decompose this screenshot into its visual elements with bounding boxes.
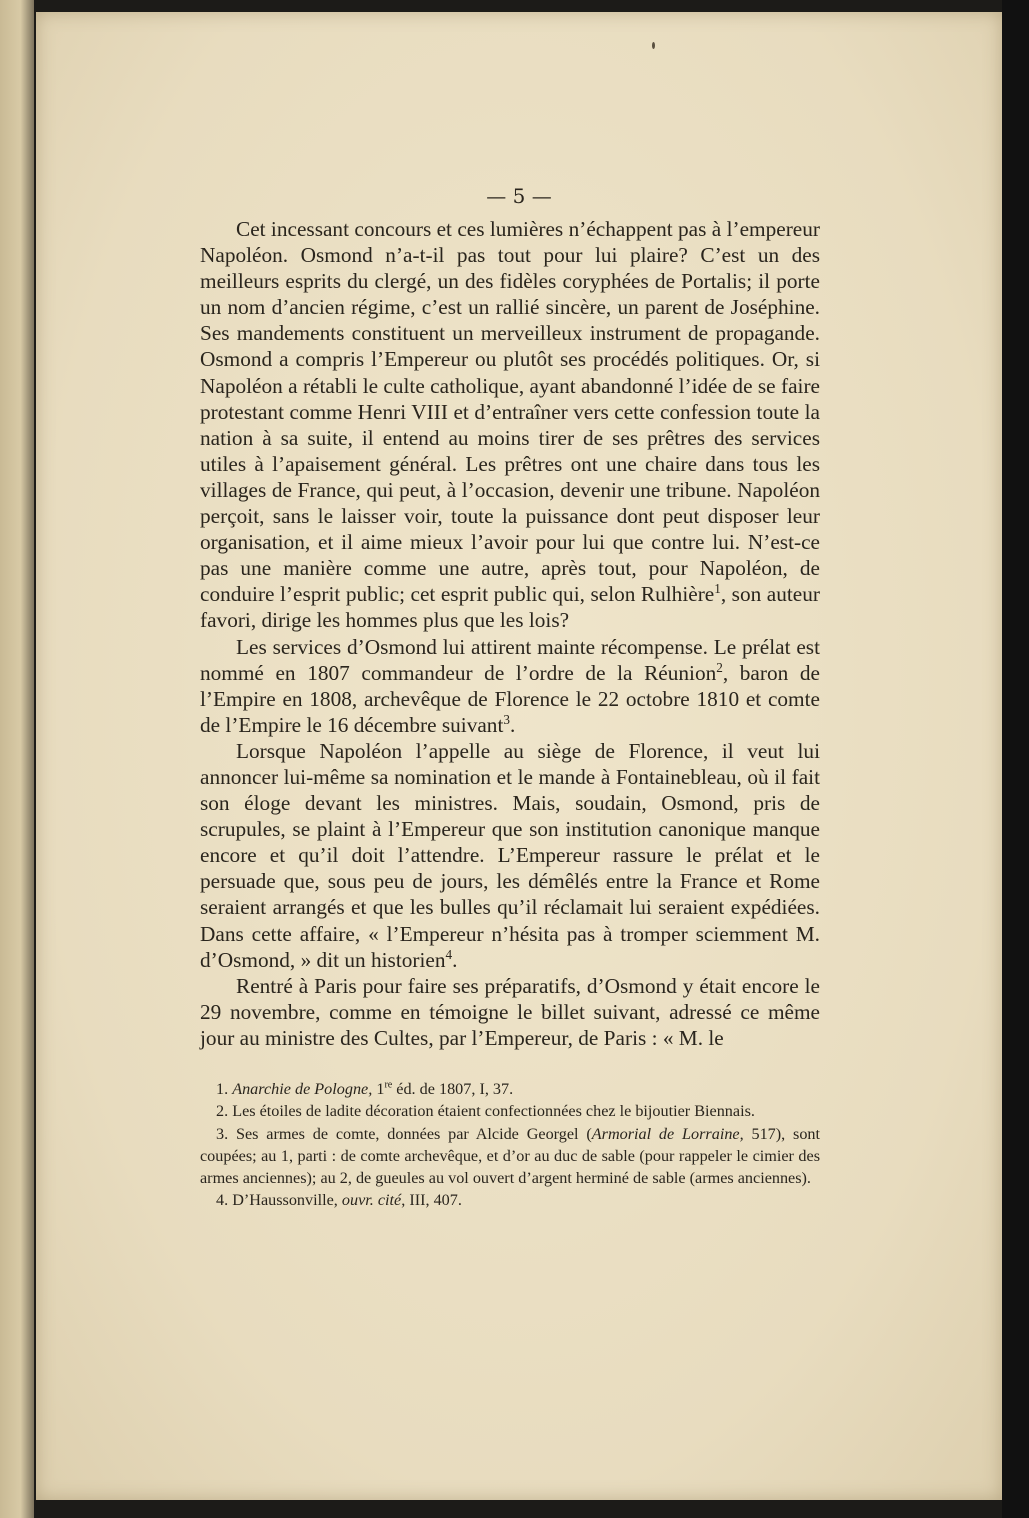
footnote-4: 4. D’Haussonville, ouvr. cité, III, 407. bbox=[216, 1191, 462, 1210]
footnotes bbox=[200, 1078, 820, 1212]
footnote-ref-2: 2 bbox=[716, 659, 723, 675]
paragraph-3: Lorsque Napoléon l’appelle au siège de Florence, il veut lui annoncer lui-même sa nomination et le mande à Fontainebleau, où il fait son éloge devant les ministres. Mais, soudain, Osmond, pris de scrupules, se plaint à l’Empereur que son institution canonique manque encore et qu’il doit l’attendre. L’Empereur rassure le prélat et le persuade que, sous peu de jours, les démêlés entre la France et Rome seraient arrangés et que les bulles qu’il réclamait lui seraient expédiées. Dans cette affaire, « l’Empereur n’hésita pas à tromper sciemment M. d’Osmond, » dit un historien$^4$. bbox=[200, 738, 820, 972]
paper-speck bbox=[652, 42, 655, 49]
footnote-ref-3: 3 bbox=[503, 711, 510, 727]
scan-right-edge bbox=[1002, 0, 1029, 1518]
footnote-2: 2. Les étoiles de ladite décoration étaient confectionnées chez le bijoutier Biennais. bbox=[216, 1102, 755, 1121]
footnote-3: 3. Ses armes de comte, données par Alcide Georgel (Armorial de Lorraine, 517), sont coupées; au 1, parti : de comte archevêque, et d’or au duc de sable (pour rappeler le cimier des armes anciennes); au 2, de gueules au vol ouvert d’argent herminé de sable (armes anciennes). bbox=[200, 1124, 821, 1188]
facing-page-edge bbox=[0, 0, 34, 1518]
footnote-1: 1. Anarchie de Pologne, 1re éd. de 1807, I, 37. bbox=[216, 1079, 514, 1098]
body-text bbox=[200, 216, 820, 1051]
book-page bbox=[36, 12, 1002, 1500]
paragraph-1: Cet incessant concours et ces lumières n’échappent pas à l’empereur Napoléon. Osmond n’a-t-il pas tout pour lui plaire? C’est un des meilleurs esprits du clergé, un des fidèles coryphées de Portalis; il porte un nom d’ancien régime, c’est un rallié sincère, un parent de Joséphine. Ses mandements constituent un merveilleux instrument de propagande. Osmond a compris l’Empereur ou plutôt ses procédés politiques. Or, si Napoléon a rétabli le culte catholique, ayant abandonné l’idée de se faire protestant comme Henri VIII et d’entraîner vers cette confession toute la nation à sa suite, il entend au moins tirer de ses prêtres des services utiles à l’apaisement général. Les prêtres ont une chaire dans tous les villages de France, qui peut, à l’occasion, devenir une tribune. Napoléon perçoit, sans le laisser voir, toute la puissance dont peut disposer leur organisation, et il aime mieux l’avoir pour lui que contre lui. N’est-ce pas une manière comme une autre, après tout, pour Napoléon, de conduire l’esprit public; cet esprit public qui, selon Rulhière$^1$, son auteur favori, dirige les hommes plus que les lois? bbox=[200, 217, 820, 633]
page-number: — 5 — bbox=[486, 184, 552, 208]
paragraph-4: Rentré à Paris pour faire ses préparatifs, d’Osmond y était encore le 29 novembre, comme en témoigne le billet suivant, adressé ce même jour au ministre des Cultes, par l’Empereur, de Paris : « M. le bbox=[200, 973, 820, 1050]
paragraph-2: Les services d’Osmond lui attirent mainte récompense. Le prélat est nommé en 1807 commandeur de l’ordre de la Réunion$^2$, baron de l’Empire en 1808, archevêque de Florence le 22 octobre 1810 et comte de l’Empire le 16 décembre suivant$^3$. bbox=[200, 634, 820, 737]
footnote-ref-1: 1 bbox=[714, 581, 721, 597]
footnote-ref-4: 4 bbox=[445, 946, 453, 962]
